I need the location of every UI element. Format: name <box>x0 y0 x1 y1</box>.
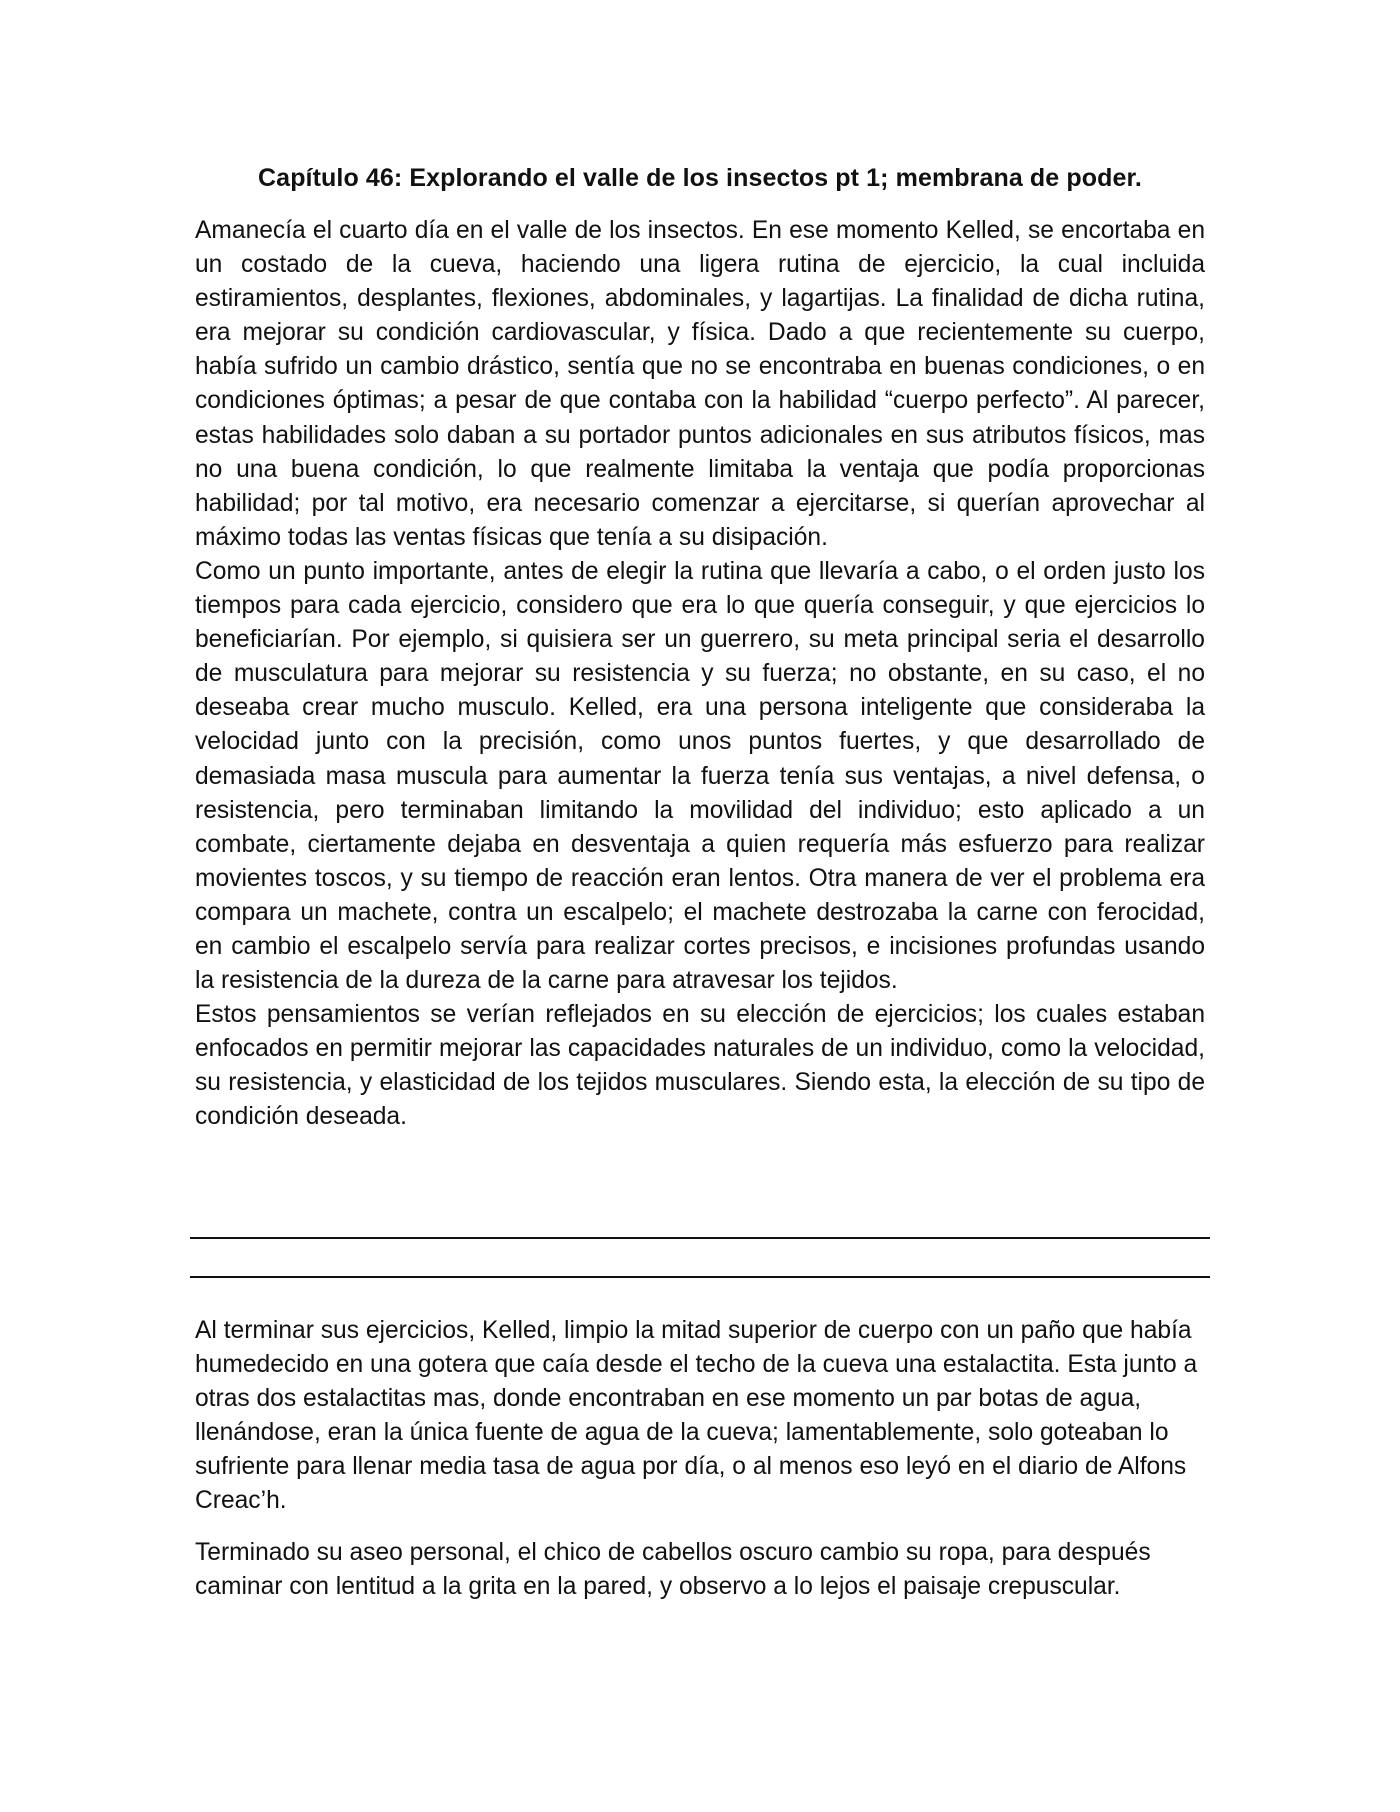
section-divider-bottom <box>190 1276 1210 1278</box>
section-1-body <box>195 214 1205 1135</box>
paragraph-cleaning: Al terminar sus ejercicios, Kelled, limpio la mitad superior de cuerpo con un paño que había humedecido en una gotera que caía desde el techo de la cueva una estalactita. Esta junto a otras dos estalactitas mas, donde encontraban en ese momento un par botas de agua, llenándose, eran la única fuente de agua de la cueva; lamentablemente, solo goteaban lo sufriente para llenar media tasa de agua por día, o al menos eso leyó en el diario de Alfons Creac’h. <box>195 1317 1198 1515</box>
paragraph-morning-routine: Amanecía el cuarto día en el valle de los insectos. En ese momento Kelled, se encortaba en un costado de la cueva, haciendo una ligera rutina de ejercicio, la cual incluida estiramientos, desplantes, flexiones, abdominales, y lagartijas. La finalidad de dicha rutina, era mejorar su condición cardiovascular, y física. Dado a que recientemente su cuerpo, había sufrido un cambio drástico, sentía que no se encontraba en buenas condiciones, o en condiciones óptimas; a pesar de que contaba con la habilidad “cuerpo perfecto”. Al parecer, estas habilidades solo daban a su portador puntos adicionales en sus atributos físicos, mas no una buena condición, lo que realmente limitaba la ventaja que podía proporcionas habilidad; por tal motivo, era necesario comenzar a ejercitarse, si querían aprovechar al máximo todas las ventas físicas que tenía a su disipación. <box>195 217 1205 551</box>
section-divider-top <box>190 1237 1210 1239</box>
paragraph-exercise-choice: Como un punto importante, antes de elegir la rutina que llevaría a cabo, o el orden justo los tiempos para cada ejercicio, considero que era lo que quería conseguir, y que ejercicios lo beneficiarían. Por ejemplo, si quisiera ser un guerrero, su meta principal seria el desarrollo de musculatura para mejorar su resistencia y su fuerza; no obstante, en su caso, el no deseaba crear mucho musculo. Kelled, era una persona inteligente que consideraba la velocidad junto con la precisión, como unos puntos fuertes, y que desarrollado de demasiada masa muscula para aumentar la fuerza tenía sus ventajas, a nivel defensa, o resistencia, pero terminaban limitando la movilidad del individuo; esto aplicado a un combate, ciertamente dejaba en desventaja a quien requería más esfuerzo para realizar movientes toscos, y su tiempo de reacción eran lentos. Otra manera de ver el problema era compara un machete, contra un escalpelo; el machete destrozaba la carne con ferocidad, en cambio el escalpelo servía para realizar cortes precisos, e incisiones profundas usando la resistencia de la dureza de la carne para atravesar los tejidos. <box>195 557 1205 995</box>
section-2-body <box>195 1314 1205 1604</box>
chapter-title: Capítulo 46: Explorando el valle de los insectos pt 1; membrana de poder. <box>258 164 1142 192</box>
paragraph-desired-condition: Estos pensamientos se verían reflejados en su elección de ejercicios; los cuales estaban enfocados en permitir mejorar las capacidades naturales de un individuo, como la velocidad, su resistencia, y elasticidad de los tejidos musculares. Siendo esta, la elección de su tipo de condición deseada. <box>195 1001 1205 1131</box>
paragraph-landscape: Terminado su aseo personal, el chico de cabellos oscuro cambio su ropa, para después caminar con lentitud a la grita en la pared, y observo a lo lejos el paisaje crepuscular. <box>195 1538 1151 1600</box>
